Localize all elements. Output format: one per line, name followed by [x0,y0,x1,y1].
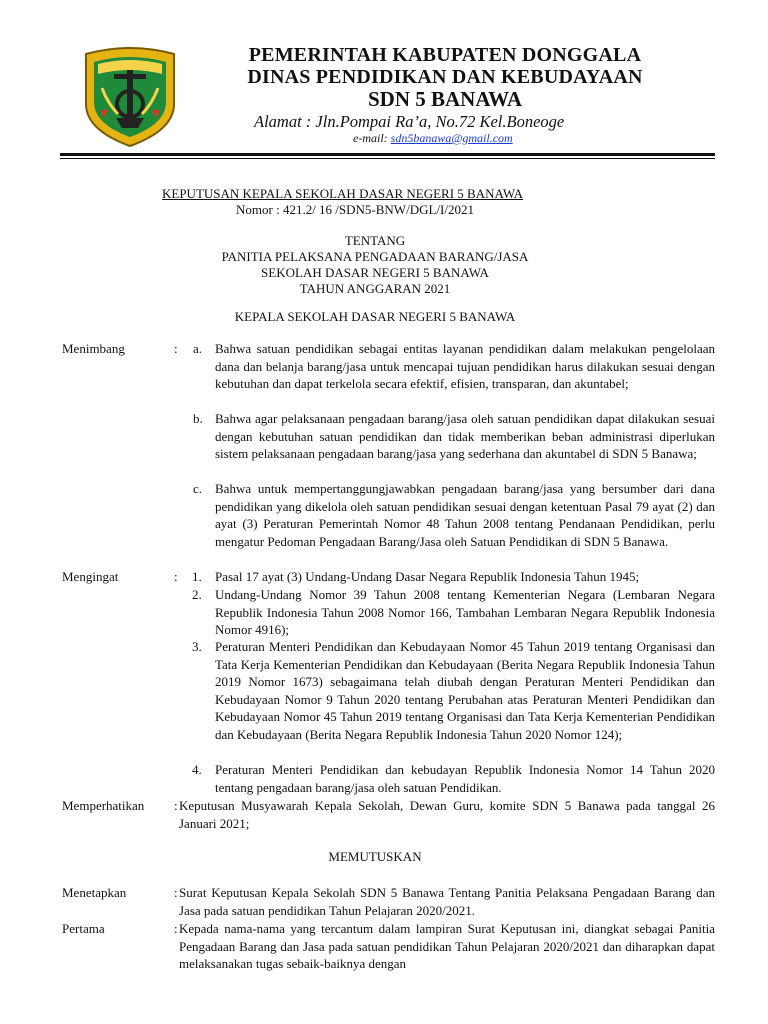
mengingat-marker-3: 3. [192,639,202,654]
mengingat-item-1: Pasal 17 ayat (3) Undang-Undang Dasar Negara Republik Indonesia Tahun 1945; [215,569,640,584]
letterhead-government: PEMERINTAH KABUPATEN DONGGALA [248,44,642,66]
menimbang-item-c: Bahwa untuk mempertanggungjawabkan pengadaan barang/jasa yang bersumber dari dana pendidikan yang dikelola oleh satuan pendidikan sesuai dengan ketentuan Pasal 79 ayat (2) dan ayat (3) Peraturan Pemerintah Nomor 48 Tahun 2008 tentang Pendanaan Pendidikan, perlu mengatur Pedoman Pengadaan Barang/Jasa oleh Satuan Pendidikan di SDN 5 Banawa. [215,481,715,549]
mengingat-marker-2: 2. [192,587,202,602]
decree-tentang: TENTANG [344,233,406,248]
mengingat-item-2: Undang-Undang Nomor 39 Tahun 2008 tentang Kementerian Negara (Lembaran Negara Republik Indonesia Tahun 2008 Nomor 166, Tambahan Lembaran Negara Republik Indonesia Nomor 4916); [215,587,715,637]
decree-issuer: KEPALA SEKOLAH DASAR NEGERI 5 BANAWA [234,309,516,324]
mengingat-colon: : [174,569,178,584]
menimbang-colon: : [174,341,178,356]
email-label: e-mail: [353,131,391,145]
decree-subject-3: TAHUN ANGGARAN 2021 [299,281,451,296]
email-link[interactable]: sdn5banawa@gmail.com [390,131,513,145]
regency-crest-icon [78,44,182,148]
mengingat-marker-1: 1. [192,569,202,584]
letterhead-rule-thin [60,158,715,159]
memperhatikan-text: Keputusan Musyawarah Kepala Sekolah, Dewan Guru, komite SDN 5 Banawa pada tanggal 26 Januari 2021; [179,798,715,831]
memutuskan-heading: MEMUTUSKAN [328,849,422,864]
letterhead-address: Alamat : Jln.Pompai Ra’a, No.72 Kel.Boneoge [254,112,565,131]
menimbang-label: Menimbang [62,341,125,356]
menimbang-marker-c: c. [193,481,203,496]
decree-subject-1: PANITIA PELAKSANA PENGADAAN BARANG/JASA [221,249,529,264]
letterhead-email-line [353,131,513,146]
menetapkan-text: Surat Keputusan Kepala Sekolah SDN 5 Banawa Tentang Panitia Pelaksana Pengadaan Barang dan Jasa pada satuan pendidikan Tahun Pelajaran 2020/2021. [179,885,715,918]
letterhead-office: DINAS PENDIDIKAN DAN KEBUDAYAAN [247,66,643,88]
mengingat-item-4: Peraturan Menteri Pendidikan dan kebudayan Republik Indonesia Nomor 14 Tahun 2020 tentang pengadaan barang/jasa oleh satuan Pendidikan. [215,762,715,795]
letterhead-school: SDN 5 BANAWA [367,87,523,111]
menetapkan-colon: : [174,885,178,900]
menimbang-item-b: Bahwa agar pelaksanaan pengadaan barang/jasa oleh satuan pendidikan dapat dilakukan sesuai dengan kebutuhan satuan pendidikan dan tidak memberikan beban administrasi diperlukan sistem pelaksanaan pengadaan barang/jasa yang sederhana dan akuntabel di SDN 5 Banawa; [215,411,715,461]
pertama-colon: : [174,921,178,936]
menetapkan-label: Menetapkan [62,885,127,900]
memperhatikan-label: Memperhatikan [62,798,145,813]
mengingat-marker-4: 4. [192,762,202,777]
menimbang-item-a: Bahwa satuan pendidikan sebagai entitas layanan pendidikan dalam melakukan pengelolaan dana dan belanja barang/jasa untuk mencapai tujuan pendidikan harus dilakukan sesuai dengan kebutuhan dan dapat terkelola secara efektif, efisien, transparan, dan akuntabel; [215,341,715,391]
menimbang-marker-a: a. [193,341,203,356]
mengingat-label: Mengingat [62,569,119,584]
letterhead-rule-thick [60,153,715,156]
decree-number: Nomor : 421.2/ 16 /SDN5-BNW/DGL/I/2021 [236,202,474,217]
menimbang-marker-b: b. [193,411,203,426]
decree-subject-2: SEKOLAH DASAR NEGERI 5 BANAWA [261,265,489,280]
decree-heading: KEPUTUSAN KEPALA SEKOLAH DASAR NEGERI 5 BANAWA [162,186,524,201]
pertama-label: Pertama [62,921,105,936]
pertama-text: Kepada nama-nama yang tercantum dalam lampiran Surat Keputusan ini, diangkat sebagai Panitia Pengadaan Barang dan Jasa pada satuan pendidikan Tahun Pelajaran 2020/2021 dan diharapkan dapat melaksanakan tugas sebaik-baiknya dengan [179,921,715,971]
mengingat-item-3: Peraturan Menteri Pendidikan dan Kebudayaan Nomor 45 Tahun 2019 tentang Organisasi dan Tata Kerja Kementerian Pendidikan dan Kebudayaan (Berita Negara Republik Indonesia Tahun 2019 Nomor 1673) sebagaimana telah diubah dengan Peraturan Menteri Pendidikan dan Kebudayaan Nomor 9 Tahun 2020 tentang Perubahan atas Peraturan Menteri Pendidikan dan Kebudayaan Nomor 45 Tahun 2019 tentang Organisasi dan Tata Kerja Kementerian Pendidikan dan Kebudayaan (Berita Negara Republik Indonesia Tahun 2020 Nomor 124); [215,639,715,742]
memperhatikan-colon: : [174,798,178,813]
